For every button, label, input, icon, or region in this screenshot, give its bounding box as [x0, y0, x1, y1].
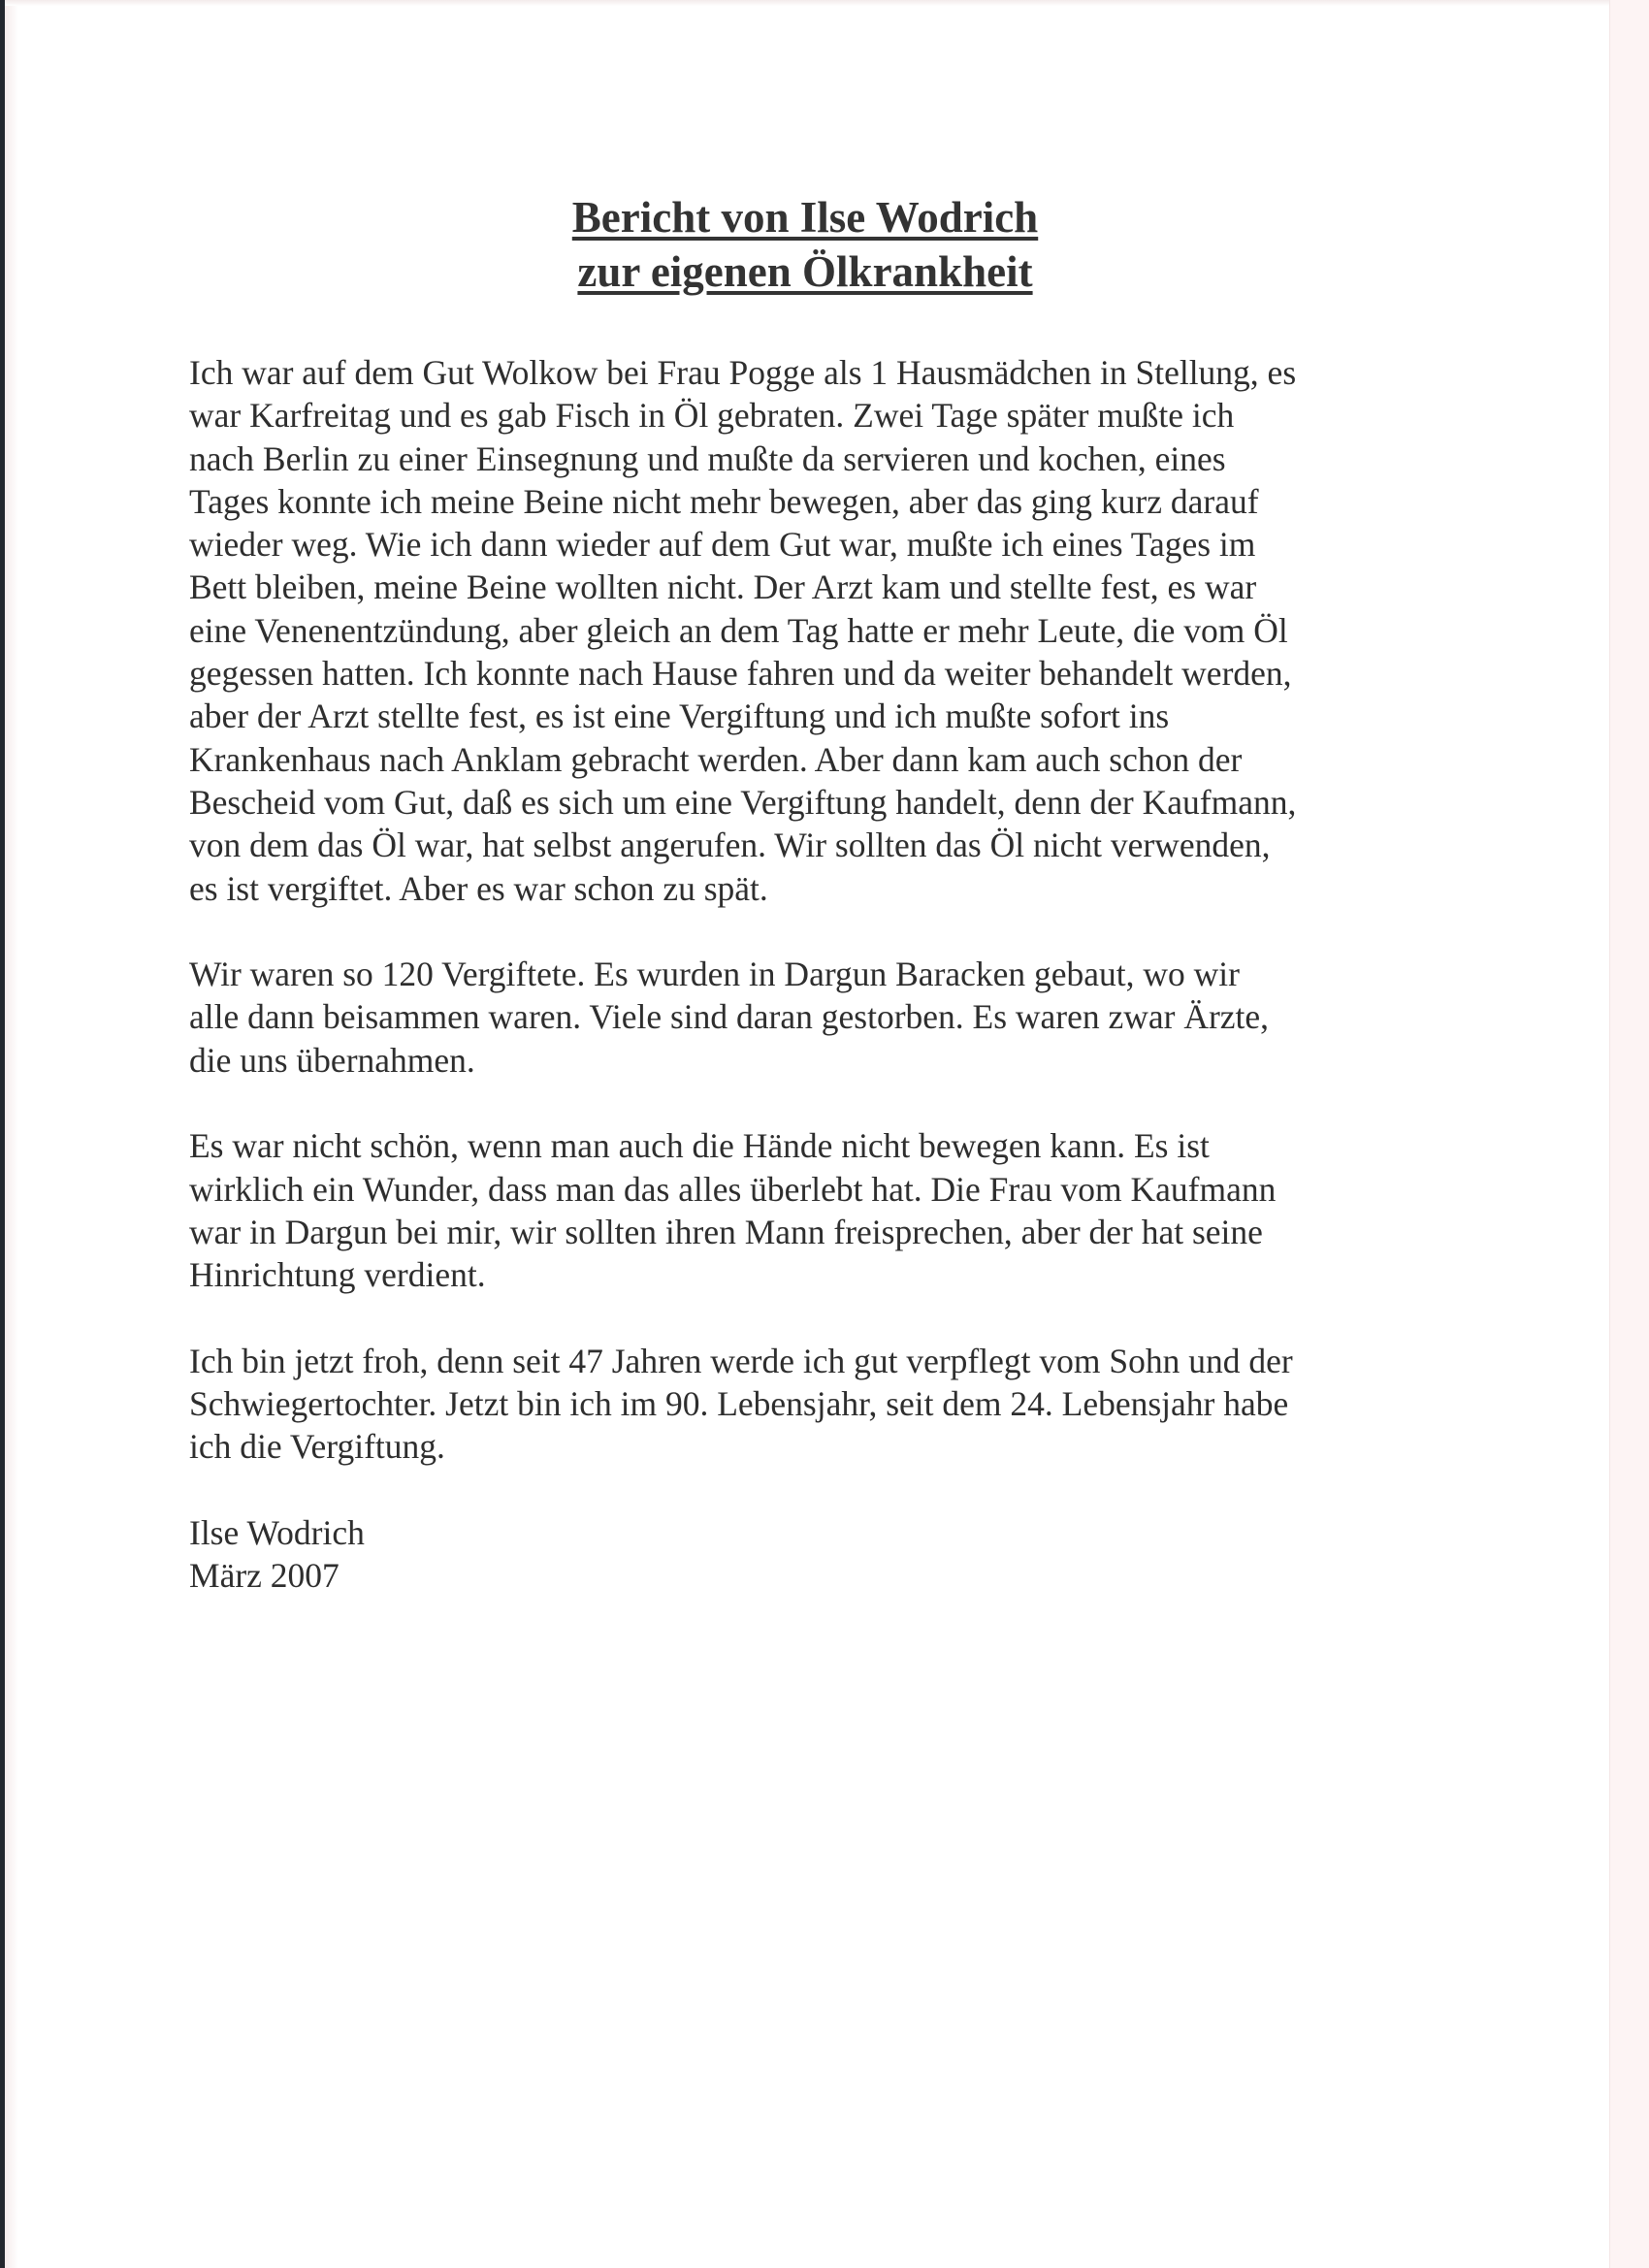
text-line: Ich war auf dem Gut Wolkow bei Frau Pogge als 1 Hausmädchen in Stellung, es [189, 353, 1297, 392]
text-line: war in Dargun bei mir, wir sollten ihren Mann freisprechen, aber der hat seine [189, 1212, 1263, 1251]
scan-edge-top [5, 0, 1610, 6]
text-line: wirklich ein Wunder, dass man das alles überlebt hat. Die Frau vom Kaufmann [189, 1169, 1277, 1209]
text-line: aber der Arzt stellte fest, es ist eine Vergiftung und ich mußte sofort ins [189, 697, 1170, 736]
text-line: Bett bleiben, meine Beine wollten nicht. Der Arzt kam und stellte fest, es war [189, 567, 1257, 607]
paragraph-3 [189, 1124, 1470, 1296]
text-line: gegessen hatten. Ich konnte nach Hause fahren und da weiter behandelt werden, [189, 654, 1292, 694]
paragraph-2 [189, 953, 1470, 1082]
text-line: von dem das Öl war, hat selbst angerufen. Wir sollten das Öl nicht verwenden, [189, 826, 1271, 865]
text-line: die uns übernahmen. [189, 1040, 475, 1080]
text-line: Schwiegertochter. Jetzt bin ich im 90. Lebensjahr, seit dem 24. Lebensjahr habe [189, 1384, 1289, 1424]
text-line: Bescheid vom Gut, daß es sich um eine Vergiftung handelt, denn der Kaufmann, [189, 782, 1297, 822]
text-line: eine Venenentzündung, aber gleich an dem Tag hatte er mehr Leute, die vom Öl [189, 610, 1288, 650]
text-line: Krankenhaus nach Anklam gebracht werden. Aber dann kam auch schon der [189, 739, 1243, 779]
document-title [349, 190, 1261, 299]
scan-edge-right [1609, 0, 1649, 2268]
text-line: wieder weg. Wie ich dann wieder auf dem Gut war, mußte ich eines Tages im [189, 525, 1256, 565]
signature-name: Ilse Wodrich [189, 1513, 365, 1553]
title-line-text: Bericht von Ilse Wodrich [571, 193, 1039, 242]
signature-date: März 2007 [189, 1556, 340, 1596]
text-line: Es war nicht schön, wenn man auch die Hände nicht bewegen kann. Es ist [189, 1126, 1210, 1166]
text-line: es ist vergiftet. Aber es war schon zu spät. [189, 868, 768, 908]
signature-block [189, 1511, 1470, 1598]
document-body [189, 351, 1470, 1598]
scan-edge-shadow [5, 0, 18, 2268]
title-line [349, 244, 1261, 299]
text-line: Wir waren so 120 Vergiftete. Es wurden in Dargun Baracken gebaut, wo wir [189, 955, 1240, 994]
text-line: war Karfreitag und es gab Fisch in Öl gebraten. Zwei Tage später mußte ich [189, 396, 1235, 436]
text-line: alle dann beisammen waren. Viele sind daran gestorben. Es waren zwar Ärzte, [189, 997, 1270, 1037]
title-line [349, 190, 1261, 244]
text-line: Tages konnte ich meine Beine nicht mehr bewegen, aber das ging kurz darauf [189, 481, 1259, 521]
text-line: nach Berlin zu einer Einsegnung und mußte da servieren und kochen, eines [189, 438, 1226, 478]
title-line-text: zur eigenen Ölkrankheit [577, 247, 1033, 296]
paragraph-4 [189, 1340, 1470, 1469]
text-line: ich die Vergiftung. [189, 1427, 445, 1467]
paragraph-1 [189, 351, 1470, 910]
text-line: Ich bin jetzt froh, denn seit 47 Jahren werde ich gut verpflegt vom Sohn und der [189, 1341, 1293, 1380]
text-line: Hinrichtung verdient. [189, 1255, 486, 1295]
